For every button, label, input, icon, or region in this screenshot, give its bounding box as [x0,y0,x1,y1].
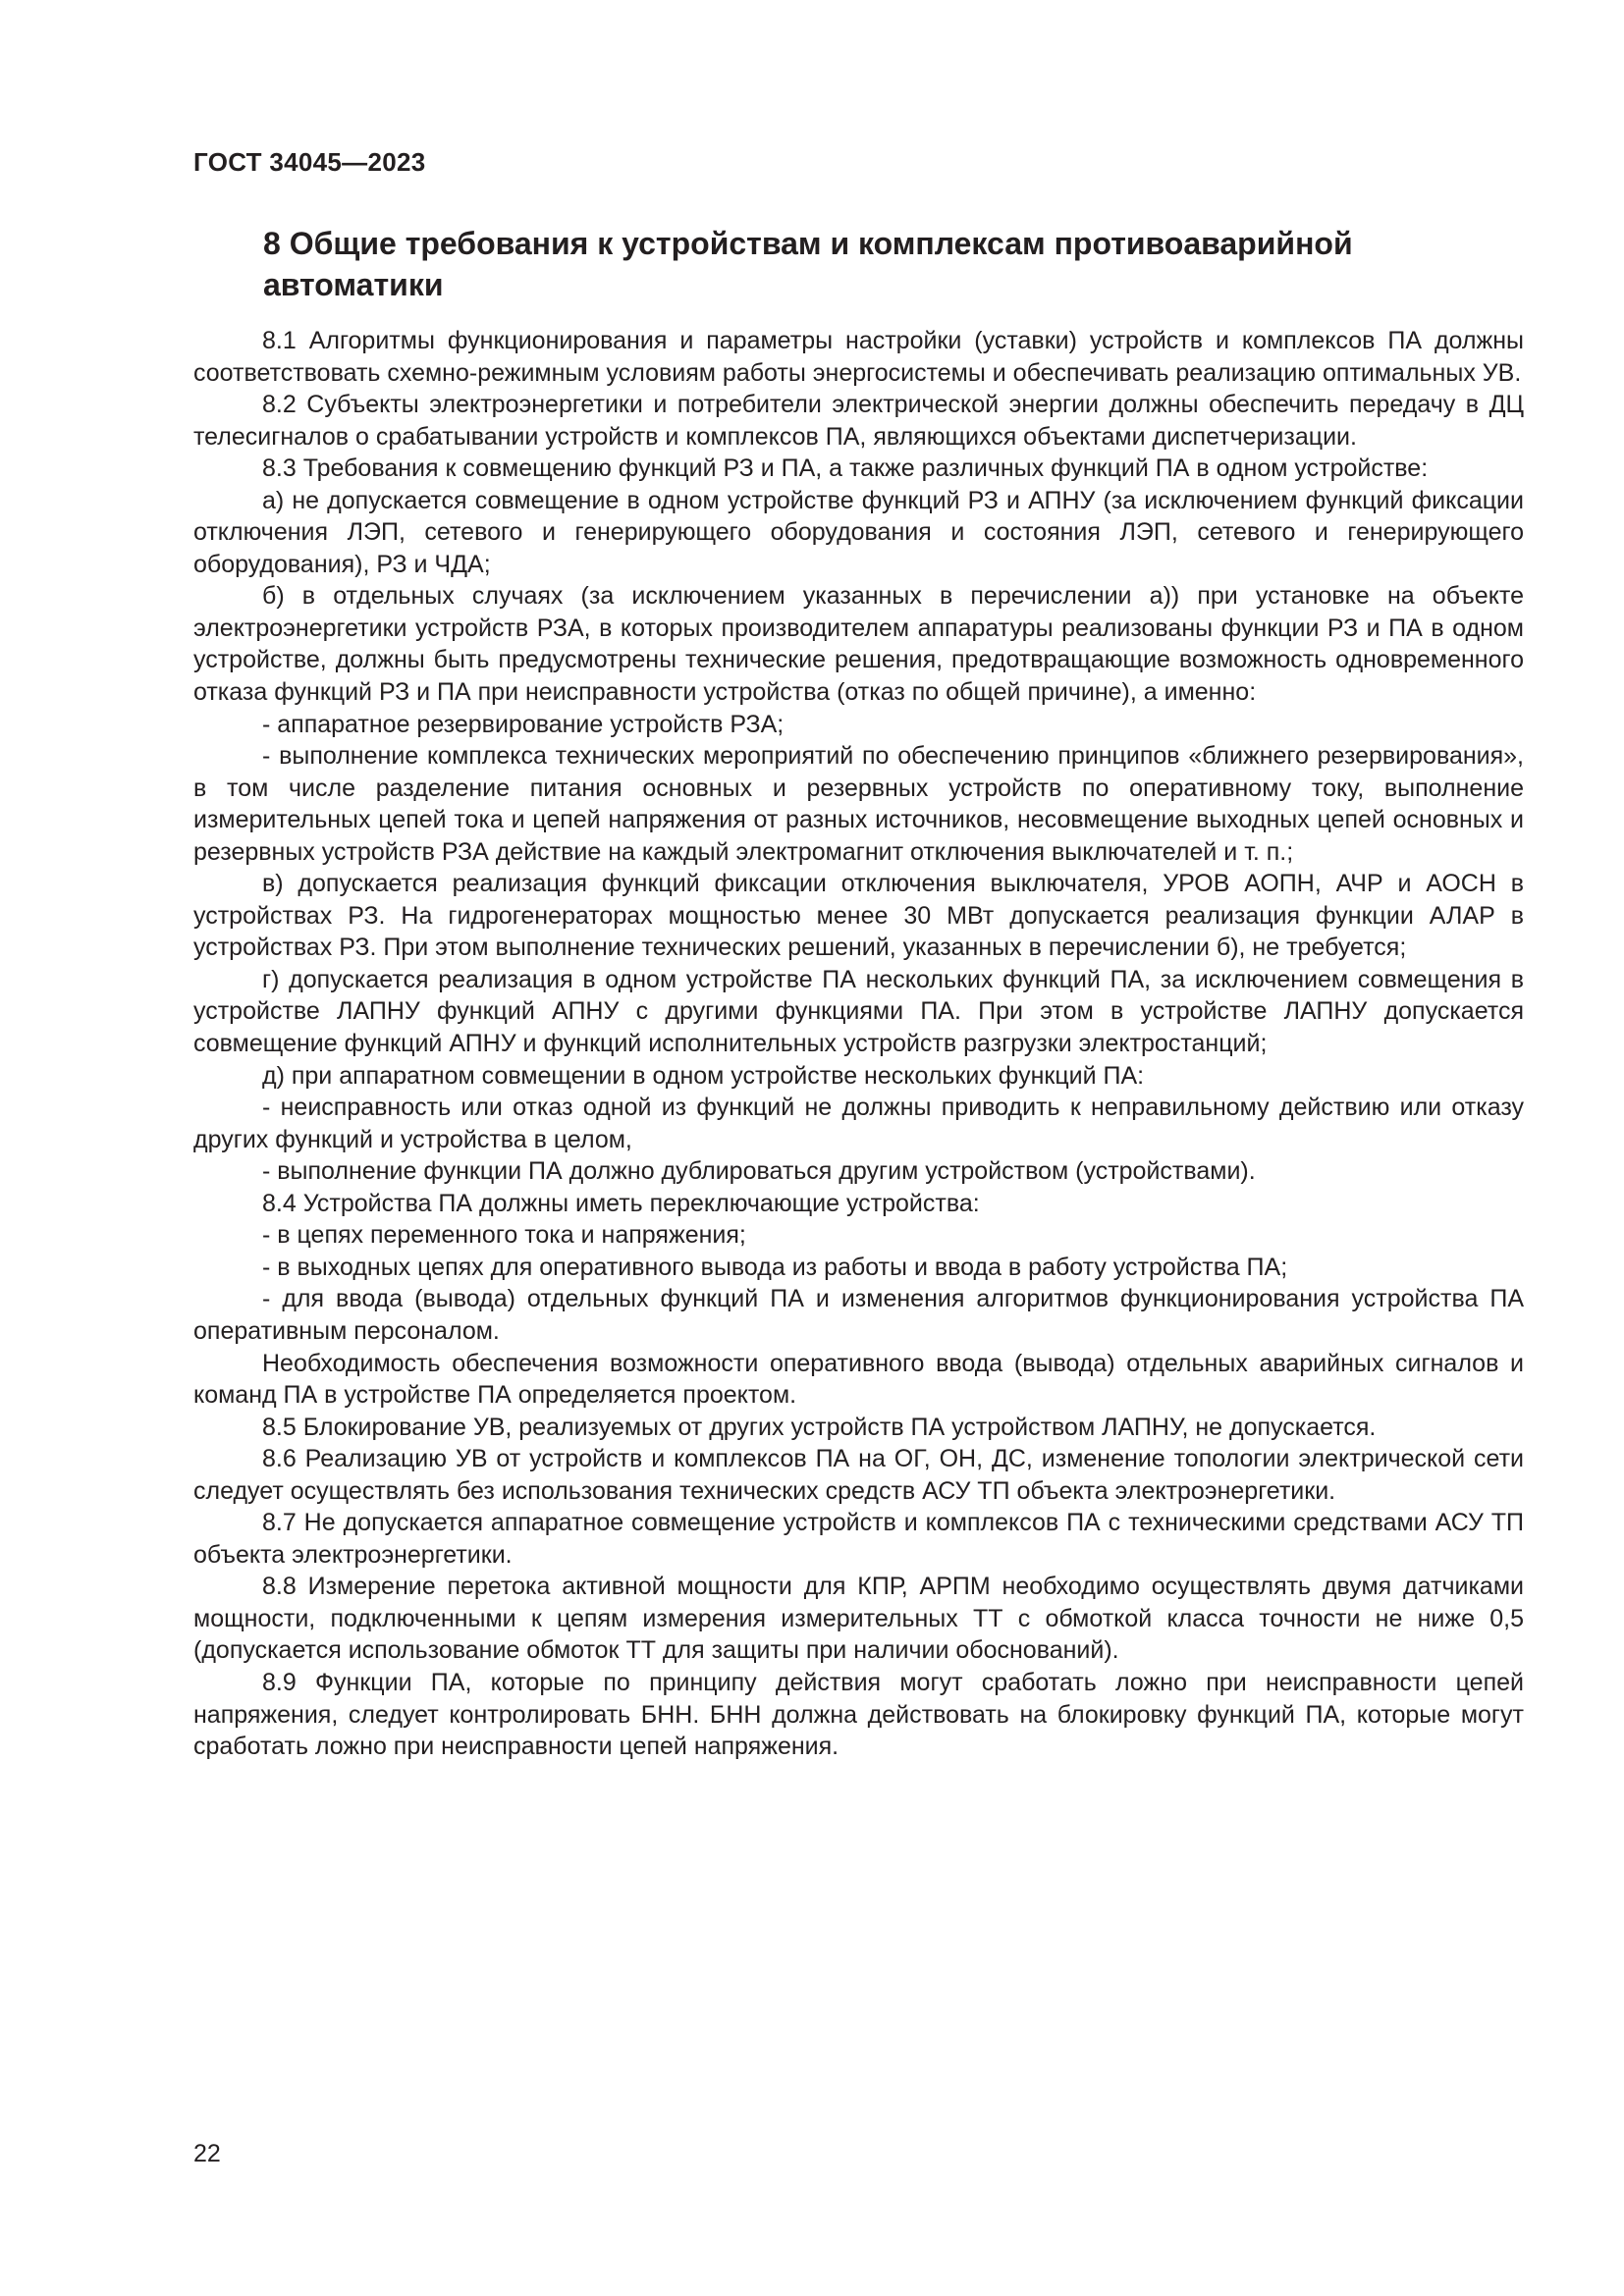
paragraph-note: Необходимость обеспечения возможности оперативного ввода (вывода) отдельных аварийных сигналов и команд ПА в устройстве ПА определяется проектом. [193,1349,1524,1410]
dash-item: - в цепях переменного тока и напряжения; [262,1221,746,1250]
dash-item: - выполнение функции ПА должно дублироваться другим устройством (устройствами). [262,1157,1256,1186]
list-item-a: а) не допускается совмещение в одном устройстве функций РЗ и АПНУ (за исключением функций фиксации отключения ЛЭП, сетевого и генерирующего оборудования и состояния ЛЭП, сетевого и генерирующего оборудования), РЗ и ЧДА; [193,486,1524,578]
page-number: 22 [193,2140,221,2167]
list-item-v: в) допускается реализация функций фиксации отключения выключателя, УРОВ АОПН, АЧР и АОСН в устройствах РЗ. На гидрогенераторах мощностью менее 30 МВт допускается реализация функции АЛАР в устройствах РЗ. При этом выполнение технических решений, указанных в перечислении б), не требуется; [193,870,1524,962]
paragraph-8-9: 8.9 Функции ПА, которые по принципу действия могут сработать ложно при неисправности цепей напряжения, следует контролировать БНН. БНН должна действовать на блокировку функций ПА, которые могут сработать ложно при неисправности цепей напряжения. [193,1668,1524,1761]
paragraph-8-1: 8.1 Алгоритмы функционирования и параметры настройки (уставки) устройств и комплексов ПА должны соответствовать схемно-режимным условиям работы энергосистемы и обеспечивать реализацию оптимальных УВ. [193,327,1524,387]
paragraph-8-5: 8.5 Блокирование УВ, реализуемых от других устройств ПА устройством ЛАПНУ, не допускается. [262,1413,1377,1441]
list-item-d: д) при аппаратном совмещении в одном устройстве нескольких функций ПА: [262,1061,1145,1090]
dash-item: - в выходных цепях для оперативного вывода из работы и ввода в работу устройства ПА; [262,1253,1288,1281]
list-item-g: г) допускается реализация в одном устройстве ПА нескольких функций ПА, за исключением совмещения в устройстве ЛАПНУ функций АПНУ с другими функциями ПА. При этом в устройстве ЛАПНУ допускается совмещение функций АПНУ и функций исполнительных устройств разгрузки электростанций; [193,965,1524,1058]
dash-item: - аппаратное резервирование устройств РЗА; [262,710,785,738]
paragraph-8-8: 8.8 Измерение перетока активной мощности для КПР, АРПМ необходимо осуществлять двумя датчиками мощности, подключенными к цепям измерения измерительных ТТ с обмоткой класса точности не ниже 0,5 (допускается использование обмоток ТТ для защиты при наличии обоснований). [193,1573,1524,1665]
paragraph-8-7: 8.7 Не допускается аппаратное совмещение устройств и комплексов ПА с техническими средствами АСУ ТП объекта электроэнергетики. [193,1509,1524,1569]
paragraph-8-4: 8.4 Устройства ПА должны иметь переключающие устройства: [262,1189,980,1217]
section-title: 8 Общие требования к устройствам и комплексам противоаварийной автоматики [263,226,1353,302]
dash-item: - для ввода (вывода) отдельных функций ПА и изменения алгоритмов функционирования устройства ПА оперативным персоналом. [193,1285,1524,1345]
paragraph-8-2: 8.2 Субъекты электроэнергетики и потребители электрической энергии должны обеспечить передачу в ДЦ телесигналов о срабатывании устройств и комплексов ПА, являющихся объектами диспетчеризации. [193,391,1524,451]
list-item-b: б) в отдельных случаях (за исключением указанных в перечислении а)) при установке на объекте электроэнергетики устройств РЗА, в которых производителем аппаратуры реализованы функции РЗ и ПА в одном устройстве, должны быть предусмотрены технические решения, предотвращающие возможность одновременного отказа функций РЗ и ПА при неисправности устройства (отказ по общей причине), а именно: [193,582,1524,707]
paragraph-8-3: 8.3 Требования к совмещению функций РЗ и ПА, а также различных функций ПА в одном устройстве: [262,454,1429,483]
dash-item: - неисправность или отказ одной из функций не должны приводить к неправильному действию или отказу других функций и устройства в целом, [193,1094,1524,1153]
paragraph-8-6: 8.6 Реализацию УВ от устройств и комплексов ПА на ОГ, ОН, ДС, изменение топологии электрической сети следует осуществлять без использования технических средств АСУ ТП объекта электроэнергетики. [193,1445,1524,1505]
dash-item: - выполнение комплекса технических мероприятий по обеспечению принципов «ближнего резервирования», в том числе разделение питания основных и резервных устройств по оперативному току, выполнение измерительных цепей тока и цепей напряжения от разных источников, несовмещение выходных цепей основных и резервных устройств РЗА действие на каждый электромагнит отключения выключателей и т. п.; [193,742,1524,866]
body-text [193,325,1524,1763]
document-code: ГОСТ 34045—2023 [193,147,426,177]
